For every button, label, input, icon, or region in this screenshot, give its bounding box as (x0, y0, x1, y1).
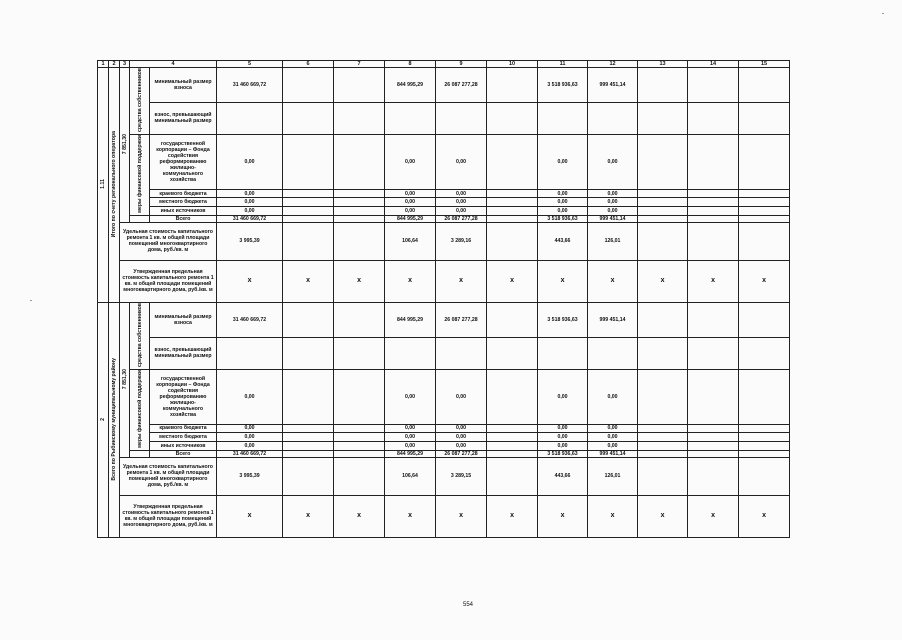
row-label: иных источников (150, 442, 217, 451)
value-cell: 0,00 (385, 369, 436, 424)
table-row (98, 495, 833, 537)
value-cell (283, 457, 334, 495)
value-cell: 26 087 277,28 (436, 450, 487, 457)
value-cell: 0,00 (436, 369, 487, 424)
x-mark: x (739, 495, 790, 537)
value-cell: 0,00 (538, 189, 588, 198)
row-number-text: 2 (100, 417, 106, 421)
value-cell: 443,66 (538, 222, 588, 260)
value-cell (739, 337, 790, 369)
value-cell (283, 369, 334, 424)
x-mark: x (739, 260, 790, 302)
value-cell: 106,64 (385, 222, 436, 260)
value-cell (638, 215, 688, 222)
value-cell (217, 102, 283, 134)
value-cell: 0,00 (538, 198, 588, 207)
value-cell (487, 189, 538, 198)
value-cell (283, 189, 334, 198)
row-label: взнос, превышающий минимальный размер (150, 337, 217, 369)
x-mark: x (487, 495, 538, 537)
value-cell: 106,64 (385, 457, 436, 495)
value-cell (487, 302, 538, 337)
value-cell: 0,00 (588, 442, 638, 451)
value-cell (334, 302, 385, 337)
x-mark: x (487, 260, 538, 302)
row-label: иных источников (150, 207, 217, 216)
x-mark: x (283, 260, 334, 302)
value-cell: 31 460 669,72 (217, 215, 283, 222)
value-cell (638, 68, 688, 103)
value-cell (283, 135, 334, 190)
value-cell: 0,00 (217, 198, 283, 207)
value-cell: 0,00 (436, 135, 487, 190)
value-cell (334, 68, 385, 103)
x-mark: x (436, 495, 487, 537)
value-cell (487, 102, 538, 134)
value-cell: 0,00 (385, 189, 436, 198)
x-mark: x (334, 260, 385, 302)
value-cell: 0,00 (588, 369, 638, 424)
value-cell (283, 433, 334, 442)
value-cell (739, 207, 790, 216)
value-cell: 0,00 (217, 424, 283, 433)
value-cell: 844 995,29 (385, 302, 436, 337)
value-cell: 3 518 936,63 (538, 450, 588, 457)
value-cell: 0,00 (385, 424, 436, 433)
value-cell (334, 215, 385, 222)
value-cell (487, 369, 538, 424)
column-header: 13 (638, 61, 688, 68)
column-header: 15 (739, 61, 790, 68)
financial-support-group (130, 369, 150, 450)
column-header: 1 (98, 61, 109, 68)
value-cell (334, 442, 385, 451)
value-cell (739, 189, 790, 198)
total-area-text: 7 851,30 (121, 133, 128, 155)
value-cell (688, 457, 739, 495)
value-cell (217, 337, 283, 369)
value-cell: 0,00 (436, 433, 487, 442)
blank-cell (130, 450, 150, 457)
value-cell (436, 102, 487, 134)
table-row (98, 102, 833, 134)
value-cell (283, 222, 334, 260)
table-row (98, 260, 833, 302)
x-mark: x (638, 260, 688, 302)
value-cell (688, 207, 739, 216)
value-cell (334, 369, 385, 424)
value-cell (638, 450, 688, 457)
value-cell (638, 198, 688, 207)
value-cell (688, 222, 739, 260)
value-cell: 0,00 (538, 424, 588, 433)
column-header: 5 (217, 61, 283, 68)
row-number (98, 302, 109, 537)
value-cell (739, 433, 790, 442)
table-row (98, 189, 833, 198)
scan-speck (882, 13, 884, 14)
value-cell: 0,00 (588, 198, 638, 207)
value-cell (688, 450, 739, 457)
value-cell (688, 442, 739, 451)
column-header: 2 (109, 61, 120, 68)
row-label: Всего (150, 215, 217, 222)
table-row (98, 198, 833, 207)
value-cell: 844 995,29 (385, 450, 436, 457)
x-mark: x (538, 495, 588, 537)
owners-funds-text: средства собственников (136, 302, 143, 367)
value-cell (588, 102, 638, 134)
column-header: 10 (487, 61, 538, 68)
value-cell: 0,00 (217, 442, 283, 451)
value-cell: 443,66 (538, 457, 588, 495)
value-cell (487, 450, 538, 457)
financial-support-text: меры финансовой поддержки (136, 369, 143, 448)
row-label: государственной корпорации – Фонда содействия реформированию жилищно-коммунального хозяйства (150, 135, 217, 190)
value-cell: 999 451,14 (588, 215, 638, 222)
value-cell (283, 198, 334, 207)
value-cell (688, 198, 739, 207)
value-cell (436, 337, 487, 369)
table-row (98, 215, 833, 222)
value-cell: 0,00 (538, 207, 588, 216)
value-cell: 0,00 (588, 433, 638, 442)
value-cell (638, 424, 688, 433)
value-cell (638, 433, 688, 442)
value-cell (638, 337, 688, 369)
row-number (98, 68, 109, 303)
x-mark: x (217, 495, 283, 537)
total-area (120, 68, 130, 223)
value-cell (385, 337, 436, 369)
value-cell (638, 369, 688, 424)
column-header: 8 (385, 61, 436, 68)
value-cell (283, 302, 334, 337)
row-label: Утвержденная предельная стоимость капитального ремонта 1 кв. м общей площади помещений многоквартирного дома, руб./кв. м (120, 495, 217, 537)
value-cell: 999 451,14 (588, 68, 638, 103)
value-cell: 0,00 (385, 207, 436, 216)
x-mark: x (588, 260, 638, 302)
row-label: местного бюджета (150, 198, 217, 207)
value-cell: 0,00 (436, 198, 487, 207)
table-row (98, 369, 833, 424)
table-row (98, 433, 833, 442)
value-cell: 844 995,29 (385, 215, 436, 222)
value-cell (487, 442, 538, 451)
value-cell (739, 424, 790, 433)
value-cell: 0,00 (217, 135, 283, 190)
value-cell: 3 995,39 (217, 222, 283, 260)
value-cell (688, 369, 739, 424)
value-cell: 0,00 (538, 369, 588, 424)
value-cell: 0,00 (588, 207, 638, 216)
financial-support-group (130, 135, 150, 216)
value-cell: 31 460 669,72 (217, 450, 283, 457)
total-area-text: 7 851,30 (121, 368, 128, 389)
value-cell (487, 337, 538, 369)
value-cell (334, 207, 385, 216)
value-cell: 31 460 669,72 (217, 302, 283, 337)
value-cell (283, 337, 334, 369)
value-cell: 0,00 (217, 433, 283, 442)
value-cell: 31 460 669,72 (217, 68, 283, 103)
owners-funds-group (130, 68, 150, 135)
value-cell (739, 457, 790, 495)
row-label: взнос, превышающий минимальный размер (150, 102, 217, 134)
row-label: краевого бюджета (150, 189, 217, 198)
x-mark: x (217, 260, 283, 302)
value-cell (334, 189, 385, 198)
row-label: Всего (150, 450, 217, 457)
x-mark: x (638, 495, 688, 537)
table-row (98, 457, 833, 495)
value-cell (688, 302, 739, 337)
column-header: 6 (283, 61, 334, 68)
value-cell: 126,01 (588, 222, 638, 260)
column-header: 11 (538, 61, 588, 68)
value-cell: 999 451,14 (588, 302, 638, 337)
value-cell (334, 337, 385, 369)
value-cell (334, 222, 385, 260)
value-cell (487, 457, 538, 495)
value-cell (739, 450, 790, 457)
value-cell: 3 995,39 (217, 457, 283, 495)
value-cell: 0,00 (436, 189, 487, 198)
value-cell: 26 087 277,28 (436, 302, 487, 337)
row-number-text: 1.11 (100, 179, 106, 189)
value-cell: 3 518 936,63 (538, 302, 588, 337)
value-cell (283, 215, 334, 222)
value-cell (638, 102, 688, 134)
value-cell (283, 450, 334, 457)
value-cell (739, 68, 790, 103)
value-cell (487, 222, 538, 260)
financial-support-text: меры финансовой поддержки (136, 135, 143, 213)
value-cell (487, 135, 538, 190)
value-cell (487, 424, 538, 433)
value-cell: 0,00 (538, 442, 588, 451)
value-cell (283, 68, 334, 103)
value-cell (487, 68, 538, 103)
value-cell (739, 198, 790, 207)
value-cell (334, 450, 385, 457)
value-cell (487, 198, 538, 207)
table-row (98, 222, 833, 260)
value-cell: 0,00 (217, 207, 283, 216)
value-cell: 844 995,29 (385, 68, 436, 103)
value-cell (487, 207, 538, 216)
value-cell: 3 289,15 (436, 457, 487, 495)
value-cell: 26 087 277,28 (436, 215, 487, 222)
territory-name-text: Итого по счету регионального оператора (111, 130, 117, 238)
value-cell: 0,00 (436, 442, 487, 451)
value-cell (538, 337, 588, 369)
value-cell: 0,00 (385, 442, 436, 451)
row-label: Утвержденная предельная стоимость капитального ремонта 1 кв. м общей площади помещений многоквартирного дома, руб./кв. м (120, 260, 217, 302)
value-cell (638, 189, 688, 198)
header-row (98, 61, 833, 68)
row-label: минимальный размер взноса (150, 302, 217, 337)
value-cell (739, 215, 790, 222)
scan-speck (30, 300, 32, 301)
value-cell: 0,00 (588, 135, 638, 190)
capital-repair-table (97, 60, 833, 538)
value-cell: 0,00 (385, 433, 436, 442)
value-cell (334, 457, 385, 495)
territory-name-text: Всего по Рыбинскому муниципальному району (111, 357, 117, 481)
row-label: Удельная стоимость капитального ремонта 1 кв. м общей площади помещений многоквартирного дома, руб./кв. м (120, 457, 217, 495)
territory-name (109, 68, 120, 303)
table-row (98, 302, 833, 337)
x-mark: x (436, 260, 487, 302)
x-mark: x (538, 260, 588, 302)
value-cell (688, 215, 739, 222)
value-cell: 0,00 (538, 433, 588, 442)
value-cell (739, 369, 790, 424)
x-mark: x (334, 495, 385, 537)
value-cell (487, 433, 538, 442)
x-mark: x (688, 260, 739, 302)
value-cell: 0,00 (538, 135, 588, 190)
value-cell (334, 424, 385, 433)
x-mark: x (385, 495, 436, 537)
value-cell (334, 102, 385, 134)
value-cell: 0,00 (436, 424, 487, 433)
territory-name (109, 302, 120, 537)
column-header: 7 (334, 61, 385, 68)
value-cell (638, 207, 688, 216)
value-cell (334, 198, 385, 207)
value-cell (688, 424, 739, 433)
table-row (98, 135, 833, 190)
x-mark: x (385, 260, 436, 302)
value-cell: 0,00 (436, 207, 487, 216)
value-cell: 3 518 936,63 (538, 215, 588, 222)
table-row (98, 337, 833, 369)
x-mark: x (588, 495, 638, 537)
column-header: 3 (120, 61, 130, 68)
value-cell (688, 68, 739, 103)
value-cell: 26 087 277,28 (436, 68, 487, 103)
value-cell (334, 135, 385, 190)
x-mark: x (688, 495, 739, 537)
value-cell: 999 451,14 (588, 450, 638, 457)
value-cell (638, 442, 688, 451)
value-cell (638, 222, 688, 260)
value-cell (638, 302, 688, 337)
value-cell (487, 215, 538, 222)
value-cell (739, 135, 790, 190)
row-label: краевого бюджета (150, 424, 217, 433)
column-header: 9 (436, 61, 487, 68)
value-cell (638, 135, 688, 190)
total-area (120, 302, 130, 457)
value-cell (638, 457, 688, 495)
value-cell (739, 222, 790, 260)
value-cell (688, 102, 739, 134)
value-cell: 3 518 936,63 (538, 68, 588, 103)
column-header: 12 (588, 61, 638, 68)
owners-funds-group (130, 302, 150, 369)
value-cell: 0,00 (588, 189, 638, 198)
value-cell (538, 102, 588, 134)
value-cell (385, 102, 436, 134)
table-row (98, 207, 833, 216)
column-header: 14 (688, 61, 739, 68)
value-cell (283, 102, 334, 134)
table-row (98, 424, 833, 433)
value-cell (739, 442, 790, 451)
value-cell (588, 337, 638, 369)
value-cell (739, 102, 790, 134)
table-row (98, 68, 833, 103)
table-row (98, 442, 833, 451)
row-label: местного бюджета (150, 433, 217, 442)
row-label: минимальный размер взноса (150, 68, 217, 103)
value-cell (688, 189, 739, 198)
x-mark: x (283, 495, 334, 537)
value-cell (334, 433, 385, 442)
blank-cell (130, 215, 150, 222)
value-cell (688, 135, 739, 190)
row-label: государственной корпорации – Фонда содействия реформированию жилищно-коммунального хозяйства (150, 369, 217, 424)
table-row (98, 450, 833, 457)
value-cell (283, 424, 334, 433)
value-cell: 0,00 (385, 198, 436, 207)
column-header: 4 (130, 61, 217, 68)
owners-funds-text: средства собственников (136, 68, 143, 132)
value-cell: 0,00 (217, 369, 283, 424)
value-cell: 3 289,16 (436, 222, 487, 260)
value-cell (688, 337, 739, 369)
value-cell: 126,01 (588, 457, 638, 495)
page-number: 554 (462, 602, 473, 608)
value-cell (688, 433, 739, 442)
value-cell: 0,00 (217, 189, 283, 198)
value-cell: 0,00 (588, 424, 638, 433)
value-cell (739, 302, 790, 337)
value-cell (283, 207, 334, 216)
value-cell: 0,00 (385, 135, 436, 190)
value-cell (283, 442, 334, 451)
row-label: Удельная стоимость капитального ремонта 1 кв. м общей площади помещений многоквартирного дома, руб./кв. м (120, 222, 217, 260)
